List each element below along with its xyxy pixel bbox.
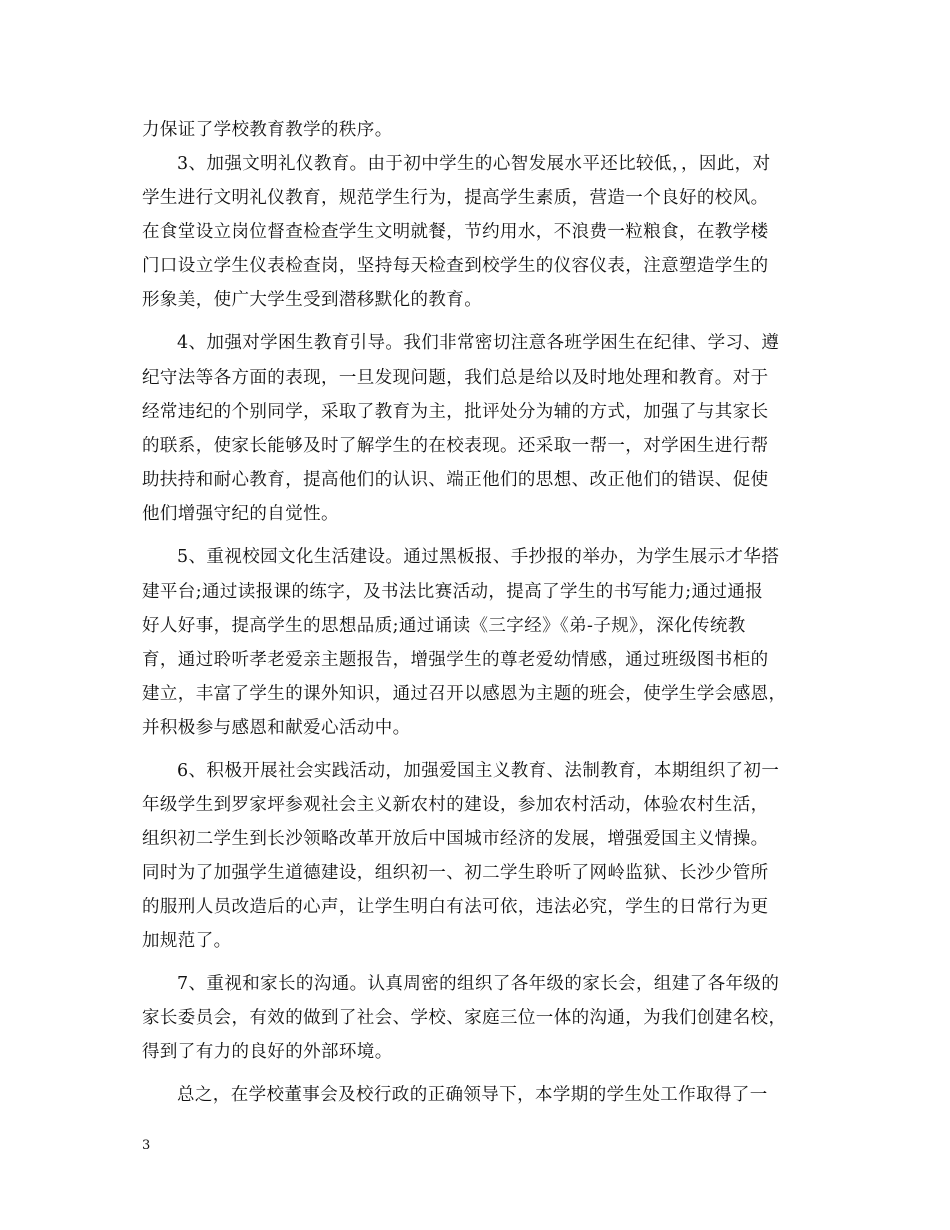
paragraph-6-heading-line: 6、积极开展社会实践活动，加强爱国主义教育、法制教育，本期组织了初一 (177, 761, 780, 781)
paragraph-5-heading-line: 5、重视校园文化生活建设。通过黑板报、手抄报的举办，为学生展示才华搭 (177, 547, 780, 567)
text-line: 在食堂设立岗位督查检查学生文明就餐，节约用水，不浪费一粒粮食，在教学楼 (142, 222, 769, 242)
text-line: 力保证了学校教育教学的秩序。 (142, 120, 393, 140)
text-line: 组织初二学生到长沙领略改革开放后中国城市经济的发展，增强爱国主义情操。 (142, 829, 769, 849)
text-line: 助扶持和耐心教育，提高他们的认识、端正他们的思想、改正他们的错误、促使 (142, 470, 769, 490)
text-line: 家长委员会，有效的做到了社会、学校、家庭三位一体的沟通，为我们创建名校， (142, 1008, 787, 1028)
text-line: 建平台;通过读报课的练字，及书法比赛活动，提高了学生的书写能力;通过通报 (142, 582, 764, 602)
text-line: 加规范了。 (142, 931, 232, 951)
text-line: 他们增强守纪的自觉性。 (142, 504, 339, 524)
text-line: 年级学生到罗家坪参观社会主义新农村的建设，参加农村活动，体验农村生活， (142, 795, 769, 815)
summary-paragraph-line: 总之，在学校董事会及校行政的正确领导下，本学期的学生处工作取得了一 (177, 1085, 768, 1105)
text-line: 同时为了加强学生道德建设，组织初一、初二学生聆听了网岭监狱、长沙少管所 (142, 863, 769, 883)
paragraph-4-heading-line: 4、加强对学困生教育引导。我们非常密切注意各班学困生在纪律、学习、遵 (177, 333, 780, 353)
text-line: 建立，丰富了学生的课外知识，通过召开以感恩为主题的班会，使学生学会感恩， (142, 684, 787, 704)
text-line: 并积极参与感恩和献爱心活动中。 (142, 718, 411, 738)
text-line: 门口设立学生仪表检查岗，坚持每天检查到校学生的仪容仪表，注意塑造学生的 (142, 256, 769, 276)
text-line: 的联系，使家长能够及时了解学生的在校表现。还采取一帮一，对学困生进行帮 (142, 436, 769, 456)
paragraph-7-heading-line: 7、重视和家长的沟通。认真周密的组织了各年级的家长会，组建了各年级的 (177, 974, 780, 994)
text-line: 育，通过聆听孝老爱亲主题报告，增强学生的尊老爱幼情感，通过班级图书柜的 (142, 650, 769, 670)
text-line: 好人好事，提高学生的思想品质;通过诵读《三字经》《弟-子规》，深化传统教 (142, 616, 746, 636)
text-line: 经常违纪的个别同学，采取了教育为主，批评处分为辅的方式，加强了与其家长 (142, 402, 769, 422)
text-line: 的服刑人员改造后的心声，让学生明白有法可依，违法必究，学生的日常行为更 (142, 897, 769, 917)
page-number: 3 (142, 1138, 151, 1153)
text-line: 纪守法等各方面的表现，一旦发现问题，我们总是给以及时地处理和教育。对于 (142, 368, 769, 388)
text-line: 学生进行文明礼仪教育，规范学生行为，提高学生素质，营造一个良好的校风。 (142, 188, 769, 208)
text-line: 形象美，使广大学生受到潜移默化的教育。 (142, 290, 483, 310)
text-line: 得到了有力的良好的外部环境。 (142, 1042, 393, 1062)
paragraph-3-heading-line: 3、加强文明礼仪教育。由于初中学生的心智发展水平还比较低，，因此，对 (177, 154, 771, 174)
